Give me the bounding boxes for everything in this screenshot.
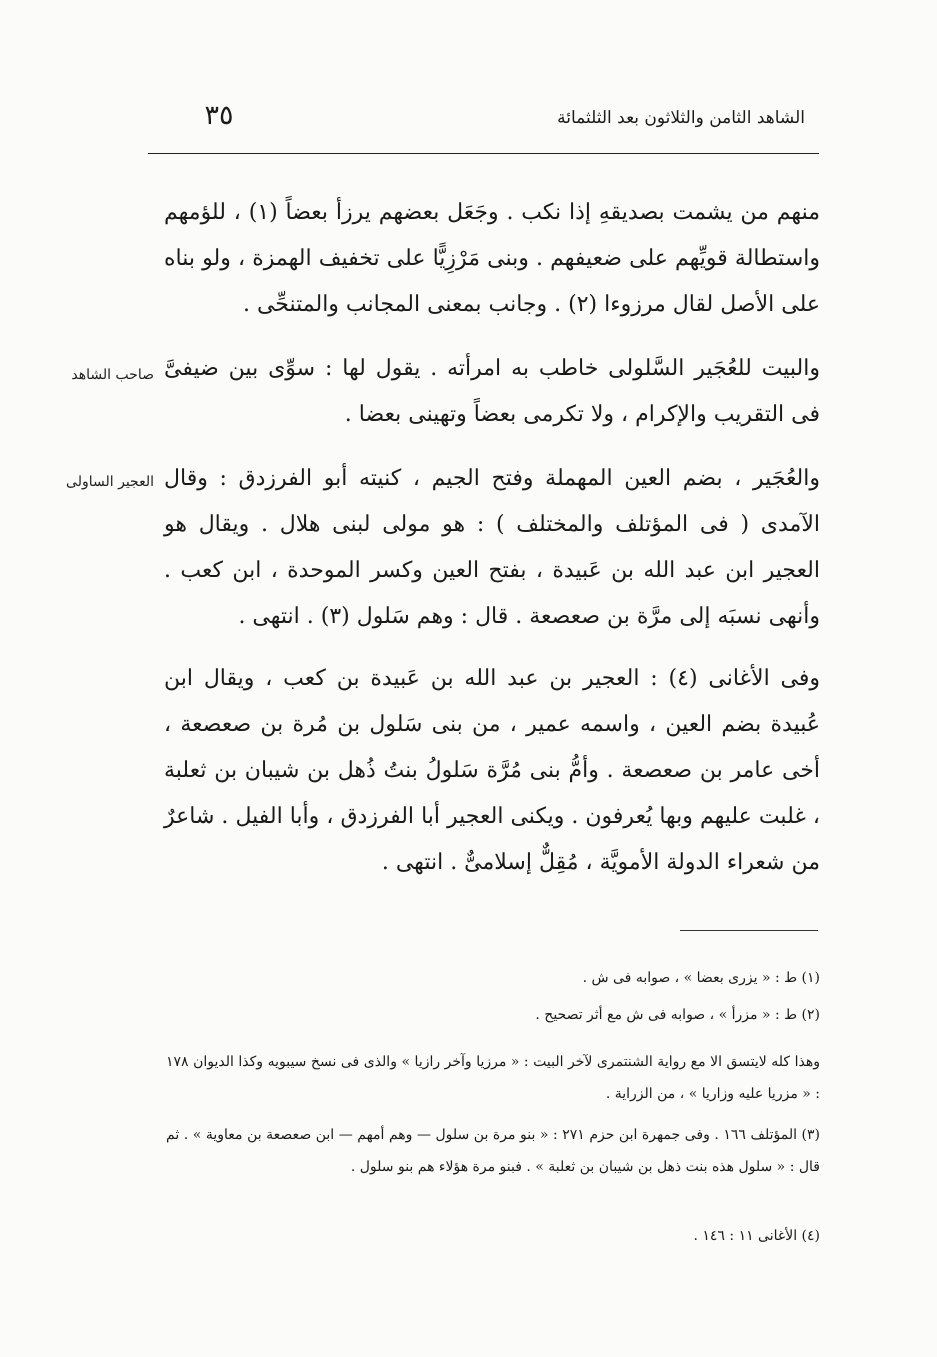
- footnote-4: (٤) الأغانى ١١ : ١٤٦ .: [693, 1228, 820, 1244]
- side-note-author: صاحب الشاهد: [71, 367, 154, 383]
- footnote-2-continuation: وهذا كله لايتسق الا مع رواية الشنتمرى لآخر البيت : « مرزيا وآخر رازيا » والذى فى نسخ سيبويه وكذا الديوان ١٧٨ : « مزريا عليه وزاريا » ، من الزراية .: [166, 1054, 820, 1102]
- header-rule: [148, 153, 819, 154]
- body-paragraph-4: وفى الأغانى (٤) : العجير بن عبد الله بن عَبيدة بن كعب ، ويقال ابن عُبيدة بضم العين ، واسمه عمير ، من بنى سَلول بن مُرة بن صعصعة ، أخى عامر بن صعصعة . وأمُّ بنى مُرَّة سَلولُ بنتُ ذُهل بن شيبان بن ثعلبة ، غلبت عليهم وبها يُعرفون . ويكنى العجير أبا الفرزدق ، وأبا الفيل . شاعرٌ من شعراء الدولة الأمويَّة ، مُقِلٌّ إسلامىٌّ . انتهى .: [164, 666, 821, 875]
- body-paragraph-1: منهم من يشمت بصديقهِ إذا نكب . وجَعَل بعضهم يرزأ بعضاً (١) ، للؤمهم واستطالة قويِّهم على ضعيفهم . وبنى مَرْزِيًّا على تخفيف الهمزة ، ولو بناه على الأصل لقال مرزوءا (٢) . وجانب بمعنى المجانب والمتنحِّى .: [164, 200, 820, 317]
- footnote-1: (١) ط : « يزرى بعضا » ، صوابه فى ش .: [582, 970, 820, 986]
- footnote-3: (٣) المؤتلف ١٦٦ . وفى جمهرة ابن حزم ٢٧١ : « بنو مرة بن سلول — وهم أمهم — ابن صعصعة بن معاوية » . ثم قال : « سلول هذه بنت ذهل بن شيبان بن ثعلبة » . فبنو مرة هؤلاء هم بنو سلول .: [166, 1127, 820, 1175]
- body-paragraph-2: والبيت للعُجَير السَّلولى خاطب به امرأته . يقول لها : سوِّى بين ضيفىَّ فى التقريب والإكرام ، ولا تكرمى بعضاً وتهينى بعضا .: [164, 356, 820, 427]
- running-header-title: الشاهد الثامن والثلاثون بعد الثلثمائة: [557, 108, 805, 128]
- body-paragraph-3: والعُجَير ، بضم العين المهملة وفتح الجيم ، كنيته أبو الفرزدق : وقال الآمدى ( فى المؤتلف والمختلف ) : هو مولى لبنى هلال . ويقال هو العجير ابن عبد الله بن عَبيدة ، بفتح العين وكسر الموحدة ، ابن كعب . وأنهى نسبَه إلى مرَّة بن صعصعة . قال : وهم سَلول (٣) . انتهى .: [164, 466, 820, 629]
- page-number: ٣٥: [204, 100, 234, 131]
- side-note-ujayr: العجير الساولى: [66, 474, 154, 490]
- footnote-2: (٢) ط : « مزرأ » ، صوابه فى ش مع أثر تصحيح .: [535, 1007, 820, 1023]
- footnote-rule: [680, 930, 818, 931]
